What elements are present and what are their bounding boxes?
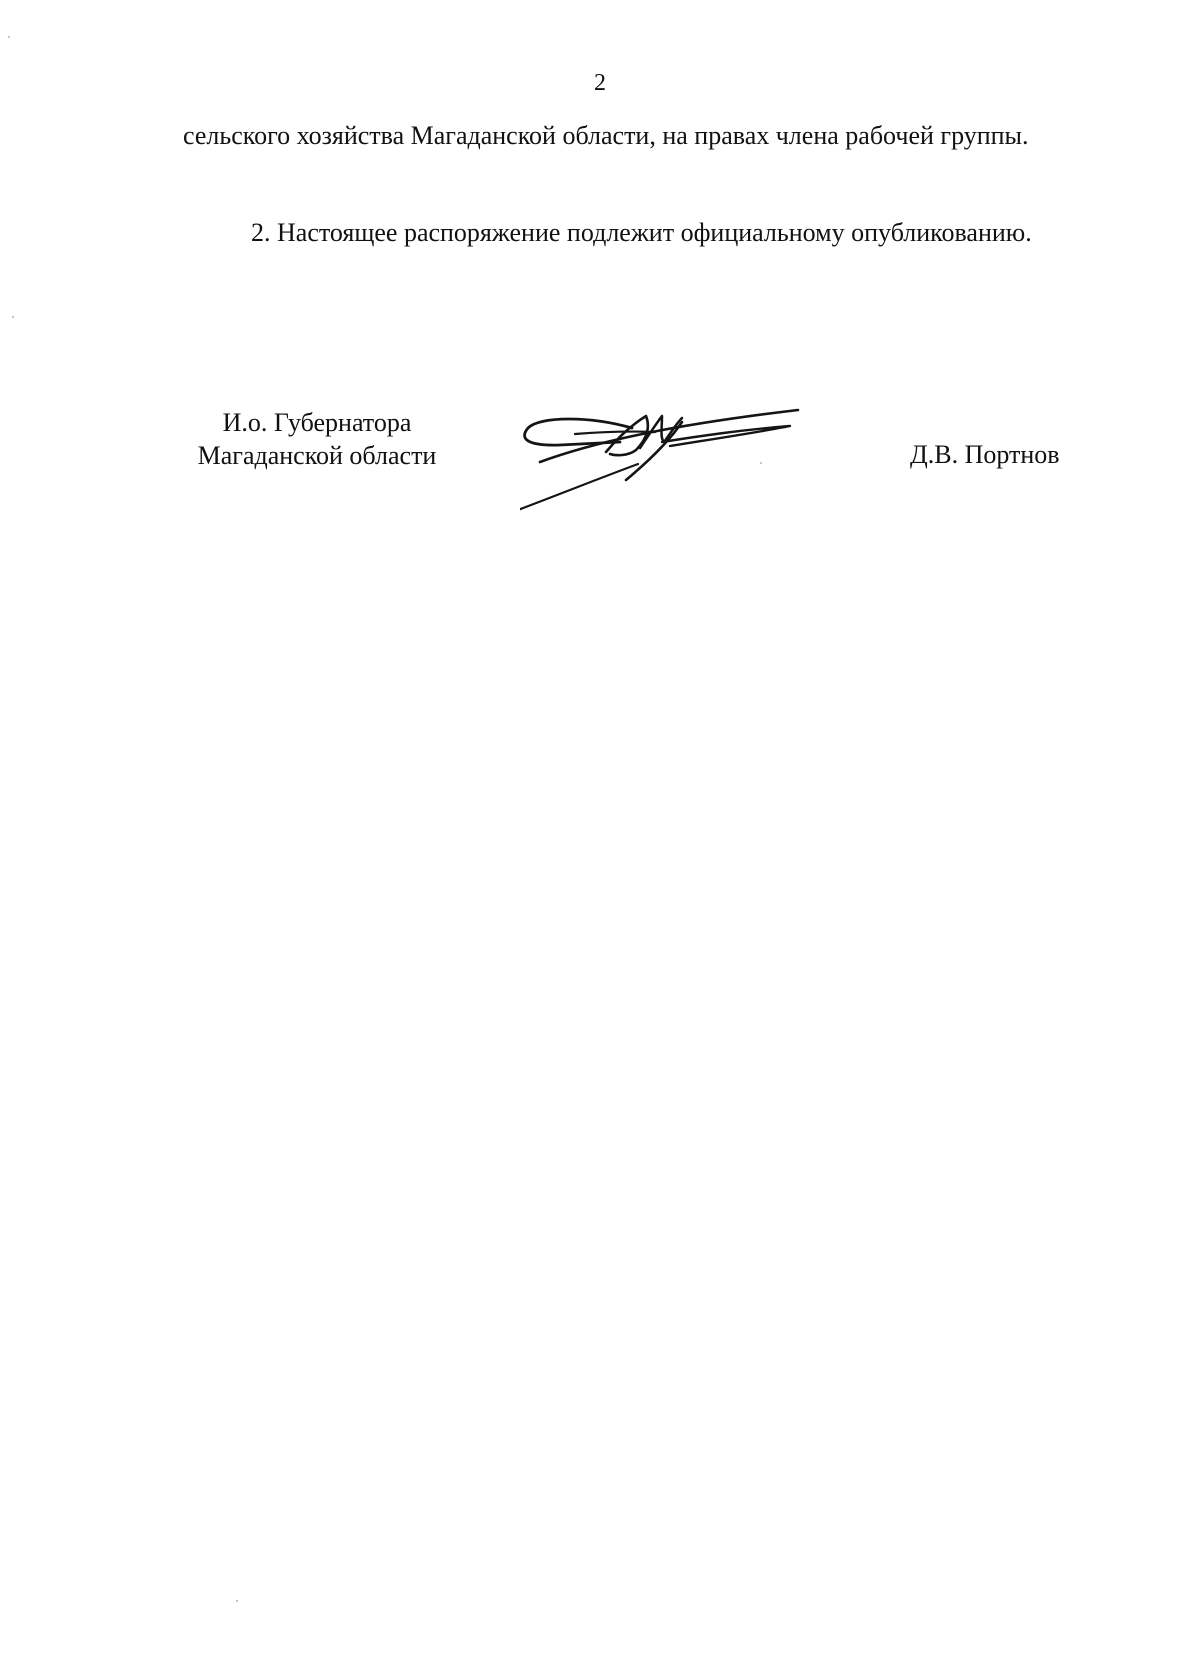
scan-speck <box>12 316 14 318</box>
scan-speck <box>236 1600 238 1602</box>
page-number: 2 <box>594 70 606 96</box>
signatory-title-line-1: И.о. Губернатора <box>222 408 412 437</box>
scan-speck <box>8 36 10 38</box>
signatory-title-line-2: Магаданской области <box>197 441 437 470</box>
signatory-title <box>183 406 451 472</box>
paragraph-continuation: сельского хозяйства Магаданской области, на правах члена рабочей группы. <box>183 121 1029 150</box>
handwritten-signature <box>520 398 810 548</box>
signatory-name: Д.В. Портнов <box>910 440 1060 469</box>
paragraph-publication-clause: 2. Настоящее распоряжение подлежит официальному опубликованию. <box>251 218 1032 247</box>
scan-speck <box>760 462 762 464</box>
